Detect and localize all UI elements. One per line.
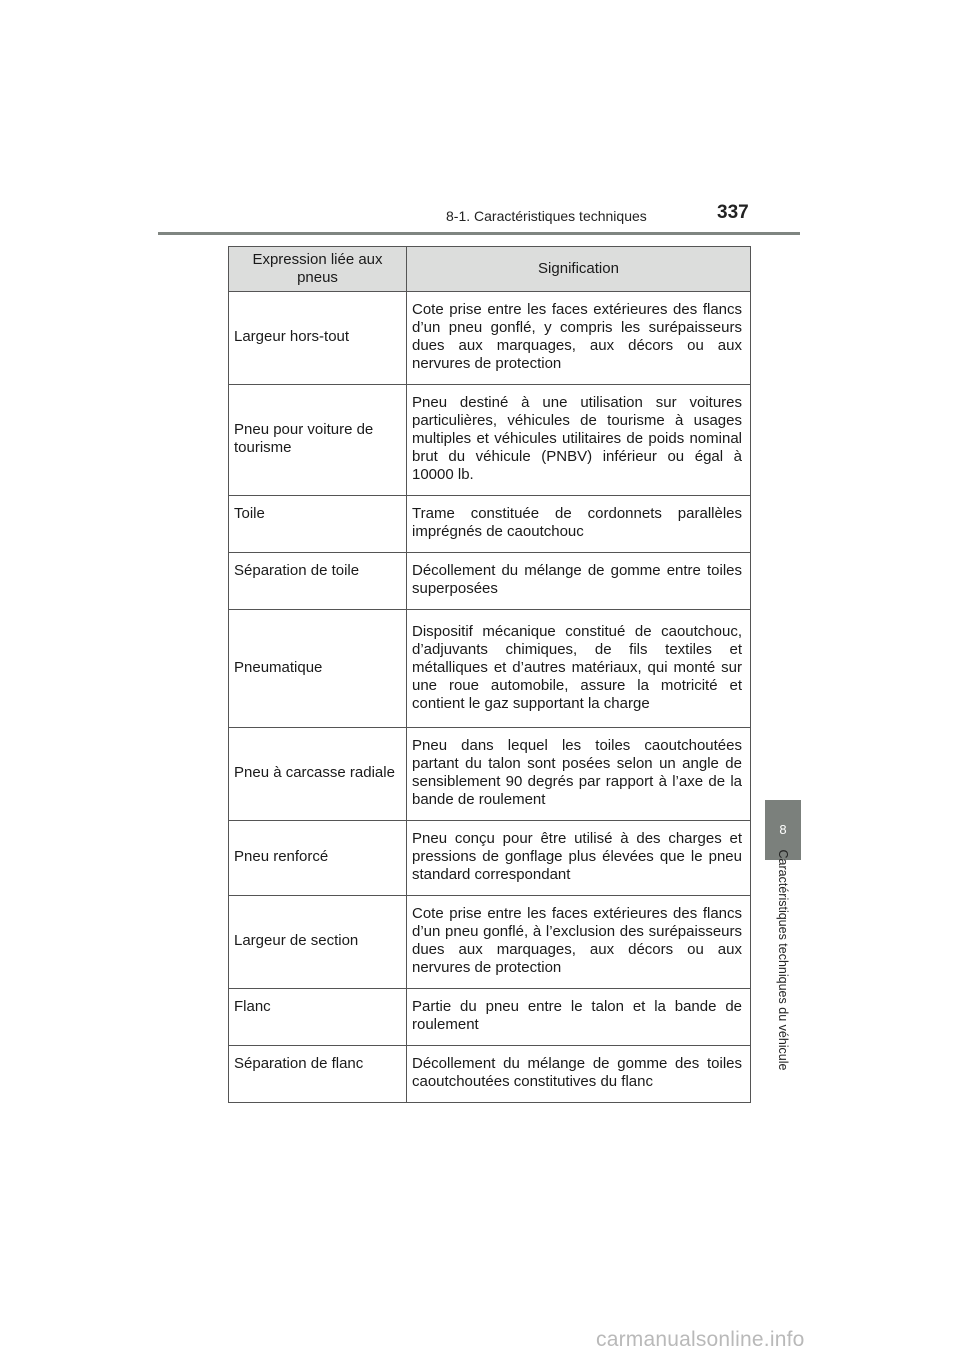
- table-row: [229, 553, 751, 610]
- definition-cell: Pneu dans lequel les toiles caoutchoutées partant du talon sont posées selon un angle de sensiblement 90 degrés par rapport à l’axe de la bande de roulement: [407, 728, 751, 821]
- column-header-term: Expression liée aux pneus: [229, 247, 407, 292]
- table-row: [229, 896, 751, 989]
- page-number: 337: [717, 202, 749, 223]
- table-row: [229, 1046, 751, 1103]
- definition-cell: Décollement du mélange de gomme entre toiles superposées: [407, 553, 751, 610]
- table-header-row: [229, 247, 751, 292]
- section-title: 8-1. Caractéristiques techniques: [446, 208, 647, 224]
- term-cell: Pneu renforcé: [229, 821, 407, 896]
- tire-glossary-table: [228, 246, 751, 1103]
- chapter-tab: 8: [765, 800, 801, 860]
- table-row: [229, 989, 751, 1046]
- term-cell: Largeur hors-tout: [229, 292, 407, 385]
- term-cell: Flanc: [229, 989, 407, 1046]
- term-cell: Pneu pour voiture de tourisme: [229, 385, 407, 496]
- table-row: [229, 821, 751, 896]
- header-divider: [158, 232, 800, 235]
- column-header-meaning: Signification: [407, 247, 751, 292]
- definition-cell: Décollement du mélange de gomme des toiles caoutchoutées constitutives du flanc: [407, 1046, 751, 1103]
- table-row: [229, 292, 751, 385]
- definition-cell: Cote prise entre les faces extérieures des flancs d’un pneu gonflé, y compris les surépaisseurs dues aux marquages, aux décors ou aux nervures de protection: [407, 292, 751, 385]
- term-cell: Séparation de toile: [229, 553, 407, 610]
- table-row: [229, 610, 751, 728]
- table-row: [229, 496, 751, 553]
- chapter-label: Caractéristiques techniques du véhicule: [776, 849, 790, 1071]
- definition-cell: Partie du pneu entre le talon et la bande de roulement: [407, 989, 751, 1046]
- term-cell: Pneu à carcasse radiale: [229, 728, 407, 821]
- term-cell: Séparation de flanc: [229, 1046, 407, 1103]
- definition-cell: Trame constituée de cordonnets parallèles imprégnés de caoutchouc: [407, 496, 751, 553]
- watermark: carmanualsonline.info: [596, 1328, 805, 1351]
- term-cell: Pneumatique: [229, 610, 407, 728]
- definition-cell: Pneu destiné à une utilisation sur voitures particulières, véhicules de tourisme à usages multiples et véhicules utilitaires de poids nominal brut du véhicule (PNBV) inférieur ou égal à 10000 lb.: [407, 385, 751, 496]
- term-cell: Largeur de section: [229, 896, 407, 989]
- term-cell: Toile: [229, 496, 407, 553]
- definition-cell: Dispositif mécanique constitué de caoutchouc, d’adjuvants chimiques, de fils textiles et métalliques et d’autres matériaux, qui monté sur une roue automobile, assure la motricité et contient le gaz supportant la charge: [407, 610, 751, 728]
- definition-cell: Pneu conçu pour être utilisé à des charges et pressions de gonflage plus élevées que le pneu standard correspondant: [407, 821, 751, 896]
- table-row: [229, 385, 751, 496]
- table-row: [229, 728, 751, 821]
- definition-cell: Cote prise entre les faces extérieures des flancs d’un pneu gonflé, à l’exclusion des surépaisseurs dues aux marquages, aux décors ou aux nervures de protection: [407, 896, 751, 989]
